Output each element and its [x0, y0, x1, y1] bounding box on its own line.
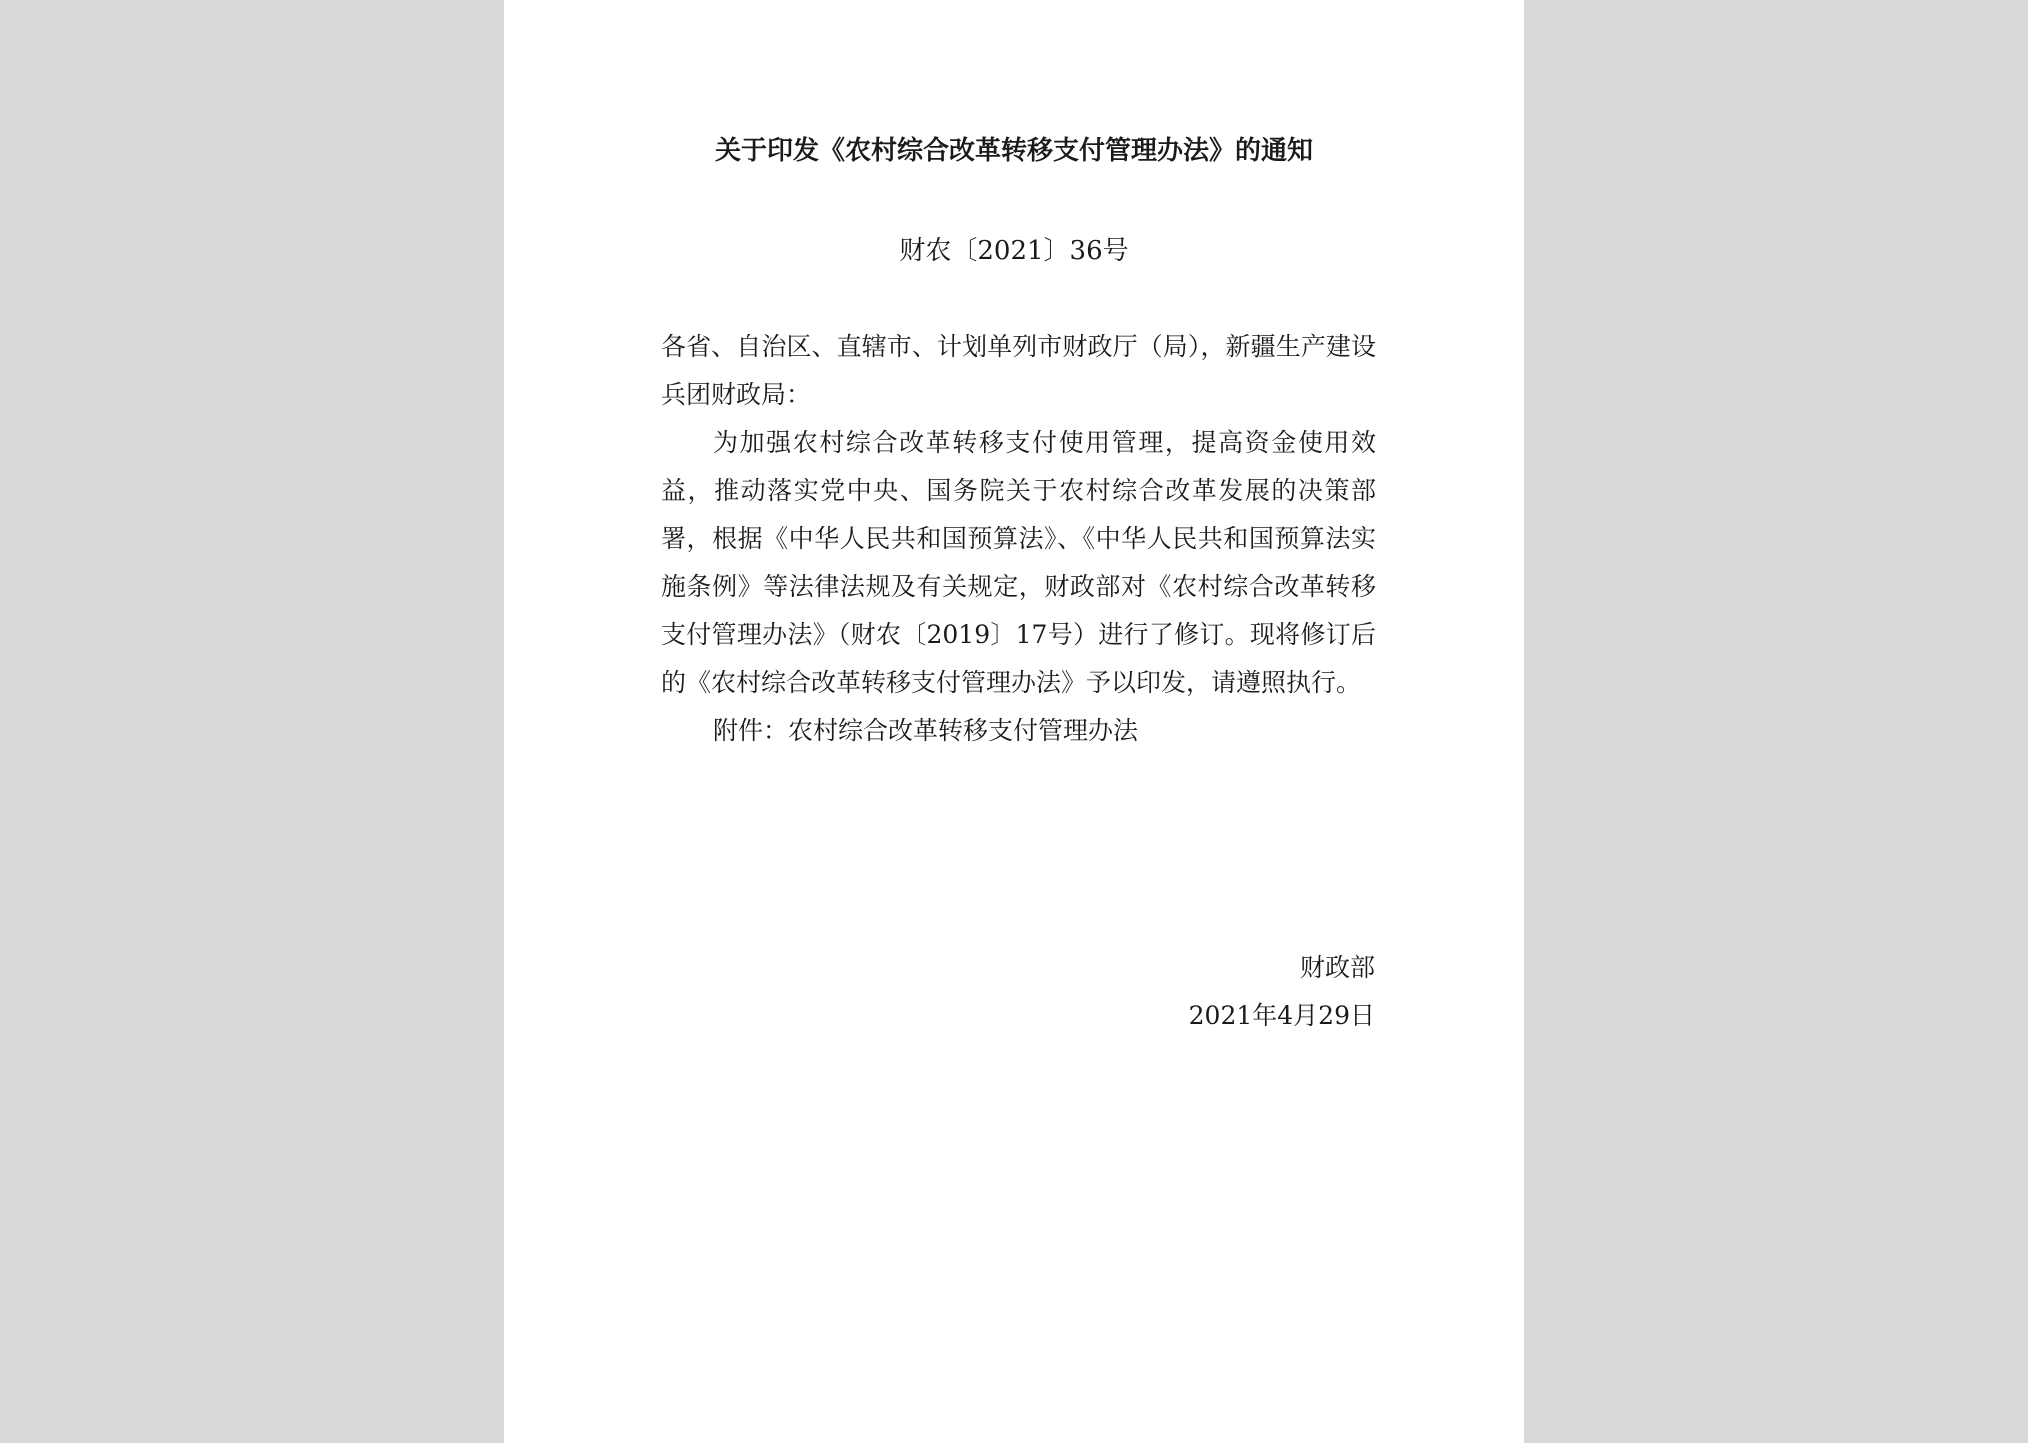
document-title: 关于印发《农村综合改革转移支付管理办法》的通知: [714, 136, 1313, 166]
document-body: [661, 323, 1376, 755]
document-number: 财农〔2021〕36号: [899, 236, 1129, 266]
attachment-line: 附件：农村综合改革转移支付管理办法: [713, 716, 1139, 745]
document-page: [504, 0, 1524, 1443]
body-paragraph: 为加强农村综合改革转移支付使用管理，提高资金使用效益，推动落实党中央、国务院关于农村综合改革发展的决策部署，根据《中华人民共和国预算法》、《中华人民共和国预算法实施条例》等法律法规及有关规定，财政部对《农村综合改革转移支付管理办法》（财农〔2019〕17号）进行了修订。现将修订后的《农村综合改革转移支付管理办法》予以印发，请遵照执行。: [661, 428, 1376, 697]
signature-date: 2021年4月29日: [1188, 1001, 1375, 1030]
signature-org: 财政部: [1299, 953, 1375, 982]
addressee: 各省、自治区、直辖市、计划单列市财政厅（局），新疆生产建设兵团财政局：: [661, 332, 1376, 409]
